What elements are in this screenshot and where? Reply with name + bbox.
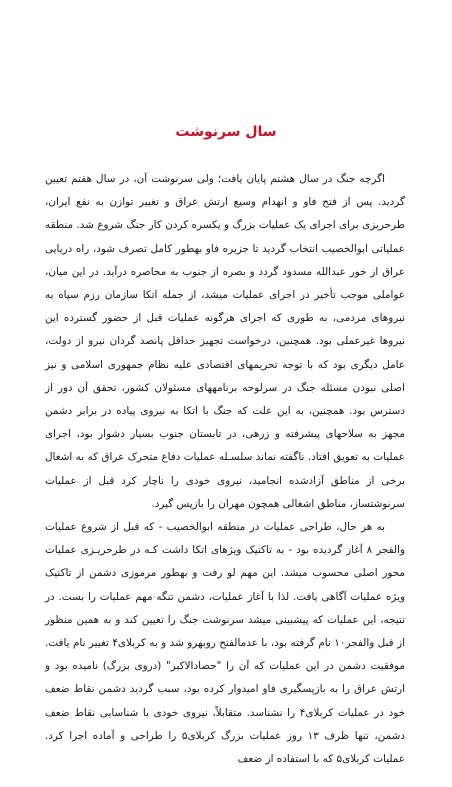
paragraph-1: اگرچه جنگ در سال هشتم پایان یافت؛ ولی سرنوشت آن، در سال هفتم تعیین گردید. پس از فتح فاو و انهدام وسیع ارتش عراق و تغییر توازن به نفع ایران، طرحریزی برای اجرای یک عملیات بزرگ و یکسره کردن کار جنگ شروع شد. منطقه عملیاتی ابوالخصیب انتخاب گردید تا جزیره فاو بهطور کامل تصرف شود، راه دریایی عراق از خور عبدالله مسدود گردد و بصره از جنوب به محاصره درآید. در این میان، عواملی موجب تأخیر در اجرای عملیات میشد، از جمله اتکا سازمان رزم سپاه به نیروهای مردمی، به طوری که اجرای هرگونه عملیات قبل از حضور گسترده این نیروها غیرعملی بود. همچنین، درخواست تجهیز حداقل پانصد گردان نیرو از دولت، عامل دیگری بود که با توجه تحریمهای اقتصادی علیه نظام جمهوری اسلامی و نیز اصلی نبودن مسئله جنگ در سرلوحه برنامههای مسئولان کشور، تحقق آن دور از دسترس بود. همچنین، به این علت که جنگ با اتکا به نیروی پیاده در برابر دشمن مجهز به سلاحهای پیشرفته و زرهی، در تابستان جنوب بسیار دشوار بود، اجرای عملیات به تعویق افتاد. ناگفته نماند سلسـله عملیات دفاع متحرک عراق که به اشغال برخی از مناطق آزادشده انجامید، نیروی خودی را ناچار کرد قبل از عملیات سرنوشتساز، مناطق اشغالی همچون مهران را بازپس گیرد. xyxy=(45,173,405,510)
document-body xyxy=(45,168,405,771)
paragraph-2: به هر حال، طراحی عملیات در منطقه ابوالخصیب - که قبل از شروع عملیات والفجر ۸ آغاز گردیده بود - به تاکتیک ویژهای اتکا داشت کـه در طرحریـزی عملیات محور اصلی محسوب میشد. این مهم لو رفت و بهطور مرموزی دشمن از تاکتیک ویژه عملیات آگاهی یافت. لذا با آغاز عملیات، دشمن تنگه مهم عملیات را بست. در نتیجه، این عملیات که پیشبینی میشد سرنوشت جنگ را تعیین کند و به همین منظور از قبل والفجر۱۰ نام گرفته بود، با عدمالفتح روبهرو شد و به کربلای۴ تغییر نام یافت. موفقیت دشمن در این عملیات که آن را "حصادالاکبر" (دروی بزرگ) نامیده بود و ارتش عراق را به بازپسگیری فاو امیدوار کرده بود، سبب گردید دشمن نقاط ضعف خود در عملیات کربلای۴ را نشناسد. متقابلاً، نیروی خودی با شناسایی نقاط ضعف دشمن، تنها ظرف ۱۳ روز عملیات بزرگ کربلای۵ را طراحی و آماده اجرا کرد. عملیات کربلای۵ که با استفاده از ضعف xyxy=(45,521,406,766)
document-title: سال سرنوشت xyxy=(175,124,277,140)
